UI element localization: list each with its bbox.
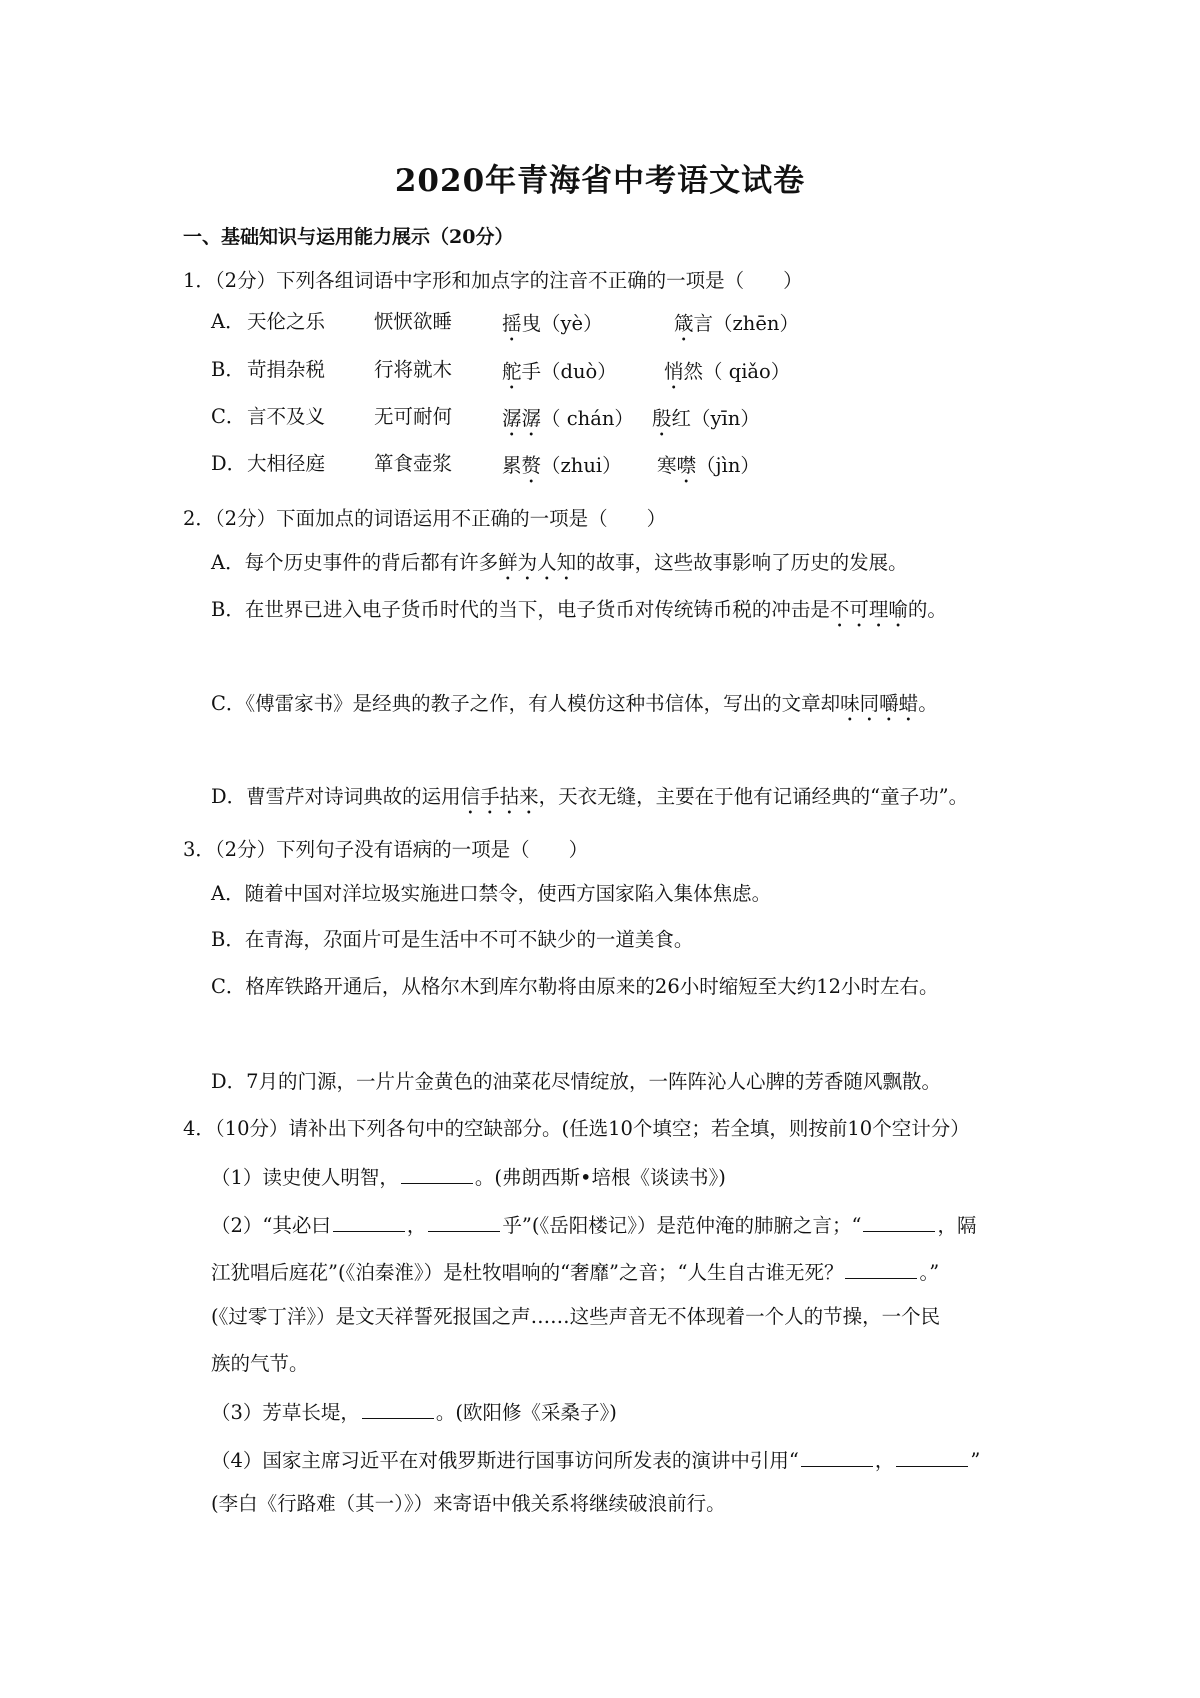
q4-item-2-line-2: 江犹唱后庭花”(《泊秦淮》）是杜牧唱响的“奢靡”之音；“人生自古谁无死？ 。” [211, 1261, 940, 1284]
q3-option-d: D．7月的门源，一片片金黄色的油菜花尽情绽放，一阵阵沁人心脾的芳香随风飘散。 [211, 1070, 942, 1093]
q4-stem: 4．（10分）请补出下列各句中的空缺部分。(任选10个填空；若全填，则按前10个空计分） [183, 1117, 970, 1140]
q1-stem: 1．（2分）下列各组词语中字形和加点字的注音不正确的一项是（ ） [183, 269, 803, 292]
option-letter: D． [211, 452, 247, 475]
answer-blank[interactable] [333, 1213, 405, 1232]
answer-blank[interactable] [845, 1260, 917, 1279]
page-title: 2020年青海省中考语文试卷 [394, 163, 806, 199]
word-1: 言不及义 [247, 405, 326, 428]
dotted-phrase: 信手拈来 [460, 785, 539, 808]
q4-item-2-line-3: (《过零丁洋》）是文天祥誓死报国之声……这些声音无不体现着一个人的节操，一个民 [211, 1305, 941, 1328]
word-3: 潺潺（ chán） [502, 407, 634, 430]
word-4: 寒噤（jìn） [657, 454, 760, 477]
q2-option-b: B．在世界已进入电子货币时代的当下，电子货币对传统铸币税的冲击是不可理喻的。 [211, 598, 947, 621]
word-4: 殷红（yīn） [652, 407, 760, 430]
option-letter: A． [211, 310, 245, 333]
word-3: 摇曳（yè） [502, 312, 603, 335]
q4-item-2-line-4: 族的气节。 [211, 1352, 309, 1375]
word-4: 箴言（zhēn） [674, 312, 799, 335]
answer-blank[interactable] [428, 1213, 500, 1232]
q2-option-a: A．每个历史事件的背后都有许多鲜为人知的故事，这些故事影响了历史的发展。 [211, 551, 908, 574]
q2-option-c: C．《傅雷家书》是经典的教子之作，有人模仿这种书信体，写出的文章却味同嚼蜡。 [211, 692, 938, 715]
q3-option-c: C．格库铁路开通后，从格尔木到库尔勒将由原来的26小时缩短至大约12小时左右。 [211, 975, 939, 998]
q2-stem: 2．（2分）下面加点的词语运用不正确的一项是（ ） [183, 507, 667, 530]
word-1: 苛捐杂税 [247, 358, 326, 381]
dotted-phrase: 不可理喻 [829, 598, 908, 621]
q3-option-b: B．在青海，尕面片可是生活中不可不缺少的一道美食。 [211, 928, 694, 951]
dotted-phrase: 鲜为人知 [498, 551, 577, 574]
q2-option-d: D．曹雪芹对诗词典故的运用信手拈来，天衣无缝，主要在于他有记诵经典的“童子功”。 [211, 785, 969, 808]
option-letter: B． [211, 358, 245, 381]
q4-item-4: （4）国家主席习近平在对俄罗斯进行国事访问所发表的演讲中引用“ ， ” [211, 1449, 981, 1472]
word-2: 箪食壶浆 [374, 452, 453, 475]
word-2: 行将就木 [374, 358, 453, 381]
word-3: 舵手（duò） [502, 360, 617, 383]
q4-item-3: （3）芳草长堤， 。(欧阳修《采桑子》) [211, 1401, 617, 1424]
q3-stem: 3．（2分）下列句子没有语病的一项是（ ） [183, 838, 589, 861]
dotted-phrase: 味同嚼蜡 [840, 692, 919, 715]
answer-blank[interactable] [863, 1213, 935, 1232]
word-1: 天伦之乐 [247, 310, 326, 333]
answer-blank[interactable] [896, 1448, 968, 1467]
q4-item-1: （1）读史使人明智， 。(弗朗西斯•培根《谈读书》) [211, 1166, 726, 1189]
word-3: 累赘（zhui） [502, 454, 622, 477]
q4-item-4-line-2: (李白《行路难（其一）》）来寄语中俄关系将继续破浪前行。 [211, 1492, 726, 1515]
word-1: 大相径庭 [247, 452, 326, 475]
answer-blank[interactable] [362, 1400, 434, 1419]
section-heading: 一、基础知识与运用能力展示（20分） [183, 226, 514, 248]
word-4: 悄然（ qiǎo） [664, 360, 791, 383]
answer-blank[interactable] [401, 1165, 473, 1184]
q3-option-a: A．随着中国对洋垃圾实施进口禁令，使西方国家陷入集体焦虑。 [211, 882, 772, 905]
word-2: 无可耐何 [374, 405, 453, 428]
word-2: 恹恹欲睡 [374, 310, 453, 333]
option-letter: C． [211, 405, 246, 428]
answer-blank[interactable] [801, 1448, 873, 1467]
q4-item-2: （2）“其必曰 ， 乎”(《岳阳楼记》）是范仲淹的肺腑之言；“ ，隔 [211, 1214, 977, 1237]
